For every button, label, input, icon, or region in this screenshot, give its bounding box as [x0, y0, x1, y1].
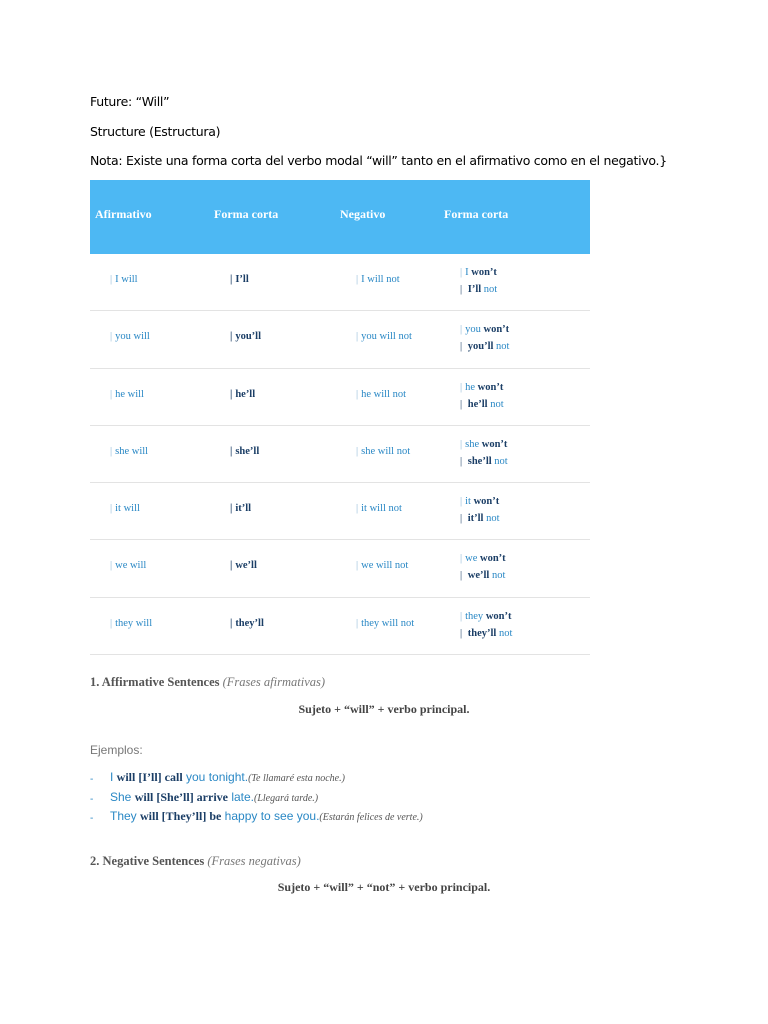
cell-short: | they’ll: [230, 617, 264, 629]
table-row: [90, 598, 590, 655]
formula-affirmative: Sujeto + “will” + verbo principal.: [298, 702, 470, 716]
cell-negative: | we will not: [356, 560, 409, 572]
cell-negative-short: | I won’t | I’ll not: [460, 267, 498, 295]
cell-affirmative: | they will: [110, 617, 153, 629]
neg-short-not: not: [486, 513, 500, 525]
cell-short: | it’ll: [230, 503, 252, 515]
cell-affirmative: | you will: [110, 331, 150, 343]
neg-short-wont: won’t: [473, 496, 500, 508]
neg-subject: he: [465, 381, 476, 393]
cell-negative: | I will not: [356, 274, 400, 285]
section-subtitle: (Frases afirmativas): [222, 675, 326, 689]
neg-short-contraction: she’ll: [467, 455, 492, 467]
example-rest: late.: [228, 790, 255, 804]
neg-short-not: not: [483, 284, 498, 295]
short-text: she’ll: [235, 445, 260, 457]
neg-short-not: not: [496, 341, 510, 353]
table-row: [90, 483, 590, 540]
example-translation: (Estarán felices de verte.): [319, 812, 423, 823]
neg-short-wont: won’t: [481, 438, 508, 450]
note-text: Nota: Existe una forma corta del verbo modal “will” tanto en el afirmativo como en el negativo.}: [90, 153, 667, 168]
header-negativo: Negativo: [340, 207, 386, 221]
bullet-icon: -: [90, 813, 94, 824]
table-row: [90, 540, 590, 597]
header-forma-corta: Forma corta: [214, 207, 279, 221]
negative-text: they will not: [361, 617, 415, 629]
cell-short: | you’ll: [230, 331, 261, 343]
table-header: [90, 180, 590, 254]
negative-text: he will not: [361, 388, 407, 400]
neg-short-not: not: [490, 398, 504, 410]
neg-short-not: not: [491, 570, 506, 582]
examples-label: Ejemplos:: [90, 743, 143, 757]
table-row: [90, 426, 590, 483]
neg-subject: you: [465, 324, 481, 336]
neg-short-wont: won’t: [479, 553, 506, 565]
section-title: 2. Negative Sentences: [90, 854, 205, 868]
cell-affirmative: | I will: [110, 274, 138, 285]
cell-negative: | you will not: [356, 331, 412, 343]
cell-negative-short: | they won’t | they’ll not: [460, 610, 513, 639]
cell-affirmative: | she will: [110, 445, 149, 457]
neg-short-not: not: [498, 627, 513, 639]
example-subject: They: [110, 809, 141, 823]
cell-negative: | they will not: [356, 617, 415, 629]
bullet-icon: -: [90, 774, 94, 785]
example-rest: happy to see you.: [221, 809, 320, 823]
neg-short-contraction: you’ll: [467, 341, 494, 353]
cell-negative-short: | he won’t | he’ll not: [460, 381, 504, 410]
short-text: it’ll: [235, 503, 252, 515]
example-subject: She: [110, 790, 135, 804]
neg-short-wont: won’t: [483, 324, 510, 336]
header-afirmativo: Afirmativo: [95, 207, 152, 221]
short-text: he’ll: [235, 388, 256, 400]
short-text: we’ll: [235, 560, 257, 572]
affirmative-text: she will: [115, 445, 149, 457]
section-negative-heading: [90, 854, 301, 869]
formula-negative: Sujeto + “will” + “not” + verbo principal.: [277, 880, 491, 894]
cell-negative: | he will not: [356, 388, 407, 400]
neg-subject: they: [465, 610, 484, 622]
affirmative-text: I will: [115, 274, 138, 285]
structure-heading: Structure (Estructura): [90, 124, 221, 139]
cell-negative: | she will not: [356, 445, 411, 457]
neg-short-contraction: they’ll: [467, 627, 497, 639]
section-subtitle: (Frases negativas): [207, 854, 301, 868]
negative-text: we will not: [361, 560, 409, 572]
cell-negative-short: | she won’t | she’ll not: [460, 438, 508, 467]
affirmative-text: they will: [115, 617, 153, 629]
example-translation: (Te llamaré esta noche.): [248, 773, 345, 784]
negative-text: she will not: [361, 445, 411, 457]
cell-negative: | it will not: [356, 503, 402, 515]
neg-short-contraction: I’ll: [467, 284, 482, 295]
neg-short-contraction: it’ll: [467, 513, 484, 525]
neg-short-contraction: we’ll: [467, 570, 490, 582]
short-text: they’ll: [235, 617, 264, 629]
neg-subject: we: [465, 553, 478, 565]
cell-negative-short: | you won’t | you’ll not: [460, 324, 510, 353]
table-row: [90, 254, 590, 311]
neg-short-contraction: he’ll: [467, 398, 488, 410]
neg-short-wont: won’t: [485, 610, 512, 622]
section-title: 1. Affirmative Sentences: [90, 675, 220, 689]
example-verb: will [She’ll] arrive: [134, 790, 228, 804]
cell-negative-short: | we won’t | we’ll not: [460, 553, 506, 582]
example-translation: (Llegará tarde.): [254, 793, 319, 804]
affirmative-text: you will: [115, 331, 150, 343]
affirmative-text: we will: [115, 560, 147, 572]
neg-subject: I: [465, 267, 469, 278]
cell-short: | she’ll: [230, 445, 260, 457]
affirmative-text: it will: [115, 503, 140, 515]
header-forma-corta-neg: Forma corta: [444, 207, 509, 221]
short-text: I’ll: [235, 274, 249, 285]
conjugation-table: [90, 180, 590, 655]
cell-affirmative: | he will: [110, 388, 144, 400]
cell-short: | we’ll: [230, 560, 257, 572]
section-affirmative-heading: [90, 675, 325, 690]
bullet-icon: -: [90, 794, 94, 805]
negative-text: it will not: [361, 503, 402, 515]
neg-subject: she: [465, 438, 480, 450]
cell-short: | I’ll: [230, 274, 249, 285]
negative-text: I will not: [361, 274, 400, 285]
cell-affirmative: | we will: [110, 560, 147, 572]
neg-short-wont: won’t: [471, 267, 497, 278]
cell-affirmative: | it will: [110, 503, 140, 515]
table-body: [90, 254, 590, 655]
page-title: Future: “Will”: [90, 94, 170, 109]
example-rest: you tonight.: [182, 770, 249, 784]
neg-subject: it: [465, 496, 471, 508]
cell-negative-short: | it won’t | it’ll not: [460, 496, 500, 525]
neg-short-not: not: [494, 455, 508, 467]
cell-short: | he’ll: [230, 388, 256, 400]
affirmative-text: he will: [115, 388, 144, 400]
example-subject: I: [110, 770, 117, 784]
table-row: [90, 311, 590, 368]
neg-short-wont: won’t: [477, 381, 504, 393]
negative-text: you will not: [361, 331, 412, 343]
short-text: you’ll: [235, 331, 261, 343]
table-row: [90, 369, 590, 426]
example-verb: will [I’ll] call: [116, 770, 183, 784]
example-verb: will [They’ll] be: [140, 809, 222, 823]
